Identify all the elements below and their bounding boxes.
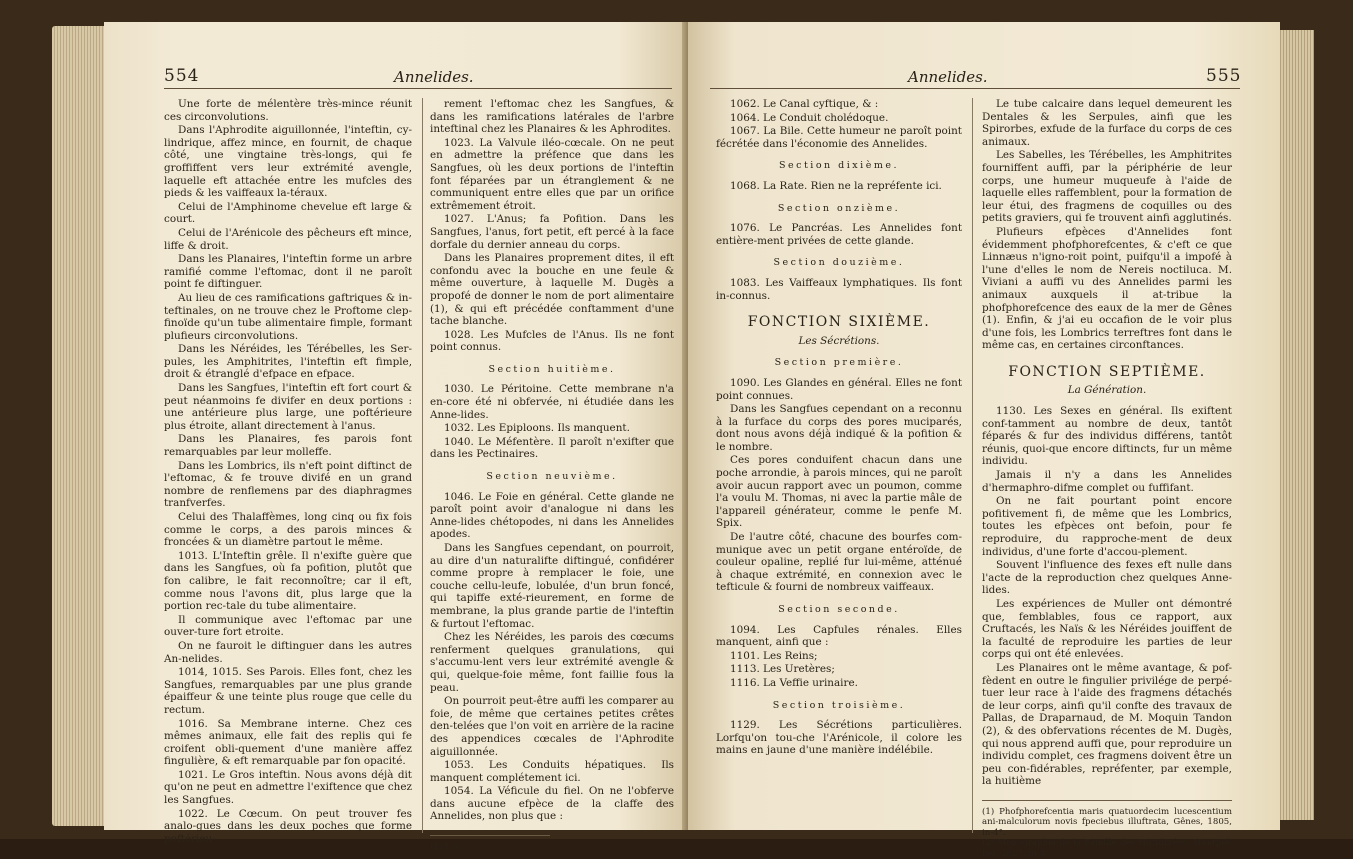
- paragraph: 1076. Le Pancréas. Les Annelides font entière-ment privées de cette glande.: [716, 222, 962, 247]
- paragraph: Ces pores conduifent chacun dans une poche arrondie, à parois minces, qui ne paroît avoir aucun rapport avec un poumon, comme l'a voulu M. Thomas, ni avec la partie mâle de l'appareil générateur, comme le penfe M. Spix.: [716, 454, 962, 530]
- footnote: (1) L. c.: [430, 842, 464, 853]
- right-head-rule: [710, 88, 1240, 89]
- section-heading: Section seconde.: [778, 604, 900, 615]
- page-edges-right: [1278, 30, 1314, 820]
- paragraph: Une forte de mélentère très-mince réunit ces circonvolutions.: [164, 98, 412, 123]
- paragraph: 1083. Les Vaiffeaux lymphatiques. Ils font in-connus.: [716, 276, 962, 302]
- paragraph: 1053. Les Conduits hépatiques. Ils manquent complétement ici.: [430, 759, 674, 784]
- page-edges-left: [52, 26, 108, 826]
- right-page: [688, 22, 1280, 859]
- paragraph: 1028. Les Mufcles de l'Anus. Ils ne font point connus.: [430, 328, 674, 354]
- section-heading: Section douzième.: [773, 257, 905, 269]
- paragraph: 1027. L'Anus; fa Pofition. Dans les Sangfues, l'anus, fort petit, eft percé à la face dorfale du dernier anneau du corps.: [430, 213, 674, 251]
- paragraph: 1116. La Veffie urinaire.: [730, 676, 858, 689]
- paragraph: Celui de l'Amphinome chevelue eft large & court.: [164, 200, 412, 226]
- left-running-head: Annelides.: [394, 68, 474, 86]
- paragraph: On pourroit peut-être auffi les comparer au foie, de même que certaines petites crêtes den-telées que l'on voit en arrière de la racine des appendices cœcales de l'Aphrodite aiguillonnée.: [430, 695, 674, 758]
- paragraph: 1094. Les Capfules rénales. Elles manquent, ainfi que :: [716, 623, 962, 649]
- paragraph: 1021. Le Gros inteftin. Nous avons déjà dit qu'on ne peut en admettre l'exiftence que chez les Sangfues.: [164, 768, 412, 807]
- paragraph: 1130. Les Sexes en général. Ils exiftent conf-tamment au nombre de deux, tantôt féparés & fur des individus différens, tantôt réunis, quoi-que encore diftincts, fur un même individu.: [982, 405, 1232, 468]
- left-column-1: [164, 98, 412, 846]
- paragraph: 1014, 1015. Ses Parois. Elles font, chez les Sangfues, remarquables par une plus grande épaiffeur & une teinte plus rouge que celle du rectum.: [164, 666, 412, 716]
- paragraph: 1032. Les Epiploons. Ils manquent.: [444, 422, 630, 435]
- paragraph: 1054. La Véficule du fiel. On ne l'obferve dans aucune efpèce de la claffe des Annelides, non plus que :: [430, 785, 674, 823]
- paragraph: 1046. Le Foie en général. Cette glande ne paroît point avoir d'analogue ni dans les Anne-lides chétopodes, ni dans les Annelides apodes.: [430, 490, 674, 541]
- function-heading: FONCTION SIXIÈME.: [747, 314, 931, 331]
- footnote: (1) Phofphorefcentia maris quatuordecim lucescentium ani-malculorum novis fpeciebus illuftrata, Gênes, 1805, in-4°.: [982, 806, 1232, 838]
- section-heading: Section huitième.: [488, 363, 616, 375]
- paragraph: Jamais il n'y a dans les Annelides d'hermaphro-difme complet ou fuffifant.: [982, 469, 1232, 494]
- paragraph: Les expériences de Muller ont démontré que, femblables, fous ce rapport, aux Cruftacés, les Naïs & les Néréides jouiffent de la faculté de reproduire les parties de leur corps qui ont été enlevées.: [982, 597, 1232, 661]
- paragraph: 1022. Le Cœcum. On peut trouver fes analo-gues dans les deux poches que forme poftérieu-: [164, 807, 412, 845]
- paragraph: 1068. La Rate. Rien ne la repréfente ici.: [730, 179, 942, 192]
- footnote-rule: [430, 835, 550, 836]
- paragraph: Il communique avec l'eftomac par une ouver-ture fort etroite.: [164, 613, 412, 639]
- paragraph: Le tube calcaire dans lequel demeurent les Dentales & les Serpules, ainfi que les Spirorbes, exfude de la furface du corps de ces animaux.: [982, 98, 1232, 148]
- paragraph: 1064. Le Conduit cholédoque.: [730, 111, 889, 124]
- section-heading: Section troisième.: [772, 699, 906, 711]
- right-page-number: 555: [1206, 66, 1242, 86]
- section-heading: Section neuvième.: [486, 471, 618, 483]
- right-column-2: [982, 98, 1232, 859]
- paragraph: rement l'eftomac chez les Sangfues, & dans les ramifications latérales de l'arbre inteftinal chez les Planaires & les Aphrodites.: [430, 98, 674, 136]
- paragraph: 1023. La Valvule iléo-cœcale. On ne peut en admettre la préfence que dans les Sangfues, où les deux portions de l'inteftin font féparées par un étranglement & ne communiquent entre elles que par un orifice extrêmement étroit.: [430, 136, 674, 212]
- paragraph: Dans les Planaires, l'inteftin forme un arbre ramifié comme l'eftomac, dont il ne paroît point fe diftinguer.: [164, 253, 412, 291]
- paragraph: Dans les Sangfues cependant on a reconnu à la furface du corps des pores muciparés, dont nous avons déjà indiqué & la pofition & le nombre.: [716, 403, 962, 453]
- paragraph: 1030. Le Péritoine. Cette membrane n'a en-core été ni obfervée, ni étudiée dans les Anne-lides.: [430, 383, 674, 421]
- paragraph: 1040. Le Méfentère. Il paroît n'exifter que dans les Pectinaires.: [430, 435, 674, 461]
- left-column-rule: [422, 98, 423, 833]
- paragraph: Celui des Thalaffèmes, long cinq ou fix fois comme le corps, a des parois minces & froncées & un diamètre partout le même.: [164, 511, 412, 549]
- function-subtitle: La Génération.: [1067, 384, 1147, 397]
- function-heading: FONCTION SEPTIÈME.: [1008, 363, 1206, 380]
- paragraph: Au lieu de ces ramifications gaftriques & in-teftinales, on ne trouve chez le Proftome clep-finoïde qu'un tube alimentaire fimple, formant plufieurs circonvolutions.: [164, 291, 412, 342]
- paragraph: Dans les Néréides, les Térébelles, les Ser-pules, les Amphitrites, l'inteftin eft fimple, droit & étranglé d'efpace en efpace.: [164, 343, 412, 381]
- paragraph: On ne fauroit le diftinguer dans les autres An-nelides.: [164, 639, 412, 665]
- paragraph: Dans les Planaires proprement dites, il eft confondu avec la bouche en une feule & même ouverture, à laquelle M. Dugès a propofé de donner le nom de port alimentaire (1), & qui eft précédée conftamment d'une tache blanche.: [430, 252, 674, 328]
- section-heading: Section dixième.: [779, 160, 899, 172]
- paragraph: 1067. La Bile. Cette humeur ne paroît point fécrétée dans l'économie des Annelides.: [716, 125, 962, 150]
- paragraph: Celui de l'Arénicole des pêcheurs eft mince, liffe & droit.: [164, 226, 412, 252]
- right-column-rule: [972, 98, 973, 833]
- right-running-head: Annelides.: [908, 68, 988, 86]
- paragraph: Dans les Planaires, fes parois font remarquables par leur molleffe.: [164, 433, 412, 459]
- paragraph: Plufieurs efpèces d'Annelides font évidemment phofphorefcentes, & c'eft ce que Linnæus n'igno-roit point, puifqu'il a impofé à l'une d'elles le nom de Nereis noctiluca. M. Viviani a auffi vu des Annelides parmi les animaux auxquels il at-tribue la phofphorefcence des eaux de la mer de Gênes (1). Enfin, & j'ai eu occafion de le voir plus d'une fois, les Lombrics terreftres font dans le même cas, en certaines circonftances.: [982, 225, 1232, 352]
- paragraph: 1090. Les Glandes en général. Elles ne font point connues.: [716, 376, 962, 402]
- footnote-rule: [982, 800, 1232, 801]
- paragraph: 1062. Le Canal cyftique, & :: [730, 98, 879, 110]
- section-heading: Section onzième.: [777, 202, 901, 214]
- left-head-rule: [164, 88, 672, 89]
- footnote: (2) Monographie de la Famille des Hirudinées, Montpel-lier, 1827, in-4°.: [982, 838, 1232, 859]
- right-column-1: [716, 98, 962, 758]
- paragraph: Les Planaires ont le même avantage, & pof-fèdent en outre le fingulier privilége de perpé-tuer leur race à l'aide des fragmens détachés de leur corps, ainfi qu'il confte des travaux de Pallas, de Draparnaud, de M. Moquin Tandon (2), & des obfervations récentes de M. Dugès, qui nous apprend auffi que, pour reproduire un individu complet, ces fragmens doivent être un peu con-fidérables, repréfenter, par exemple, la huitième: [982, 661, 1232, 788]
- paragraph: 1013. L'Inteftin grêle. Il n'exifte guère que dans les Sangfues, où fa pofition, plutôt que fon calibre, le fait reconnoître; car il eft, comme nous l'avons dit, plus large que la portion rec-tale du tube alimentaire.: [164, 549, 412, 613]
- paragraph: Les Sabelles, les Térébelles, les Amphitrites fourniffent auffi, par la périphérie de leur corps, une humeur muqueufe à l'aide de laquelle elles raffemblent, pour la formation de leur étui, des fragmens de coquilles ou des petits graviers, qui fe trouvent ainfi agglutinés.: [982, 149, 1232, 225]
- paragraph: 1016. Sa Membrane interne. Chez ces mêmes animaux, elle fait des replis qui fe croifent obli-quement d'une manière affez fingulière, & eft remarquable par fon opacité.: [164, 717, 412, 768]
- section-heading: Section première.: [774, 357, 904, 369]
- paragraph: Souvent l'influence des fexes eft nulle dans l'acte de la reproduction chez quelques Anne-lides.: [982, 559, 1232, 597]
- paragraph: 1101. Les Reins;: [730, 649, 818, 662]
- function-subtitle: Les Sécrétions.: [798, 334, 880, 347]
- paragraph: 1113. Les Uretères;: [730, 663, 835, 676]
- paragraph: Dans les Sangfues cependant, on pourroit, au dire d'un naturalifte diftingué, confidérer comme propre à remplacer le foie, une couche cellu-leufe, lobulée, d'un brun foncé, qui tapiffe exté-rieurement, en forme de membrane, la plus grande partie de l'inteftin & furtout l'eftomac.: [430, 542, 674, 630]
- paragraph: Chez les Néréides, les parois des cœcums renferment quelques granulations, qui s'accumu-lent vers leur extrémité avengle & qui, quelque-foie même, font faillie fous la peau.: [430, 631, 674, 694]
- paragraph: Dans l'Aphrodite aiguillonnée, l'inteftin, cy-lindrique, affez mince, en fournit, de chaque côté, une vingtaine très-longs, qui fe groffiffent vers leur extrémité avengle, laquelle eft attachée entre les mufcles des pieds & les vaiffeaux la-téraux.: [164, 124, 412, 200]
- paragraph: 1129. Les Sécrétions particulières. Lorfqu'on tou-che l'Arénicole, il colore les mains en jaune d'une manière indélébile.: [716, 719, 962, 757]
- paragraph: De l'autre côté, chacune des bourfes com-munique avec un petit organe entéroïde, de couleur opaline, replié fur lui-même, atténué à chaque extrémité, en connexion avec le tefticule & fourni de nombreux vaiffeaux.: [716, 531, 962, 594]
- left-page-number: 554: [164, 66, 200, 86]
- paragraph: Dans les Sangfues, l'inteftin eft fort court & peut néanmoins fe divifer en deux portions : une antérieure plus large, une poftérieure plus étroite, allant directement à l'anus.: [164, 382, 412, 432]
- paragraph: Dans les Lombrics, ils n'eft point diftinct de l'eftomac, & fe trouve divifé en un grand nombre de renflemens par des diaphragmes tranfverfes.: [164, 459, 412, 510]
- paragraph: On ne fait pourtant point encore pofitivement fi, de même que les Lombrics, toutes les efpèces ont befoin, pour fe reproduire, du rapproche-ment de deux individus, d'une forte d'accou-plement.: [982, 495, 1232, 558]
- left-page: [104, 22, 688, 853]
- left-column-2: [430, 98, 674, 853]
